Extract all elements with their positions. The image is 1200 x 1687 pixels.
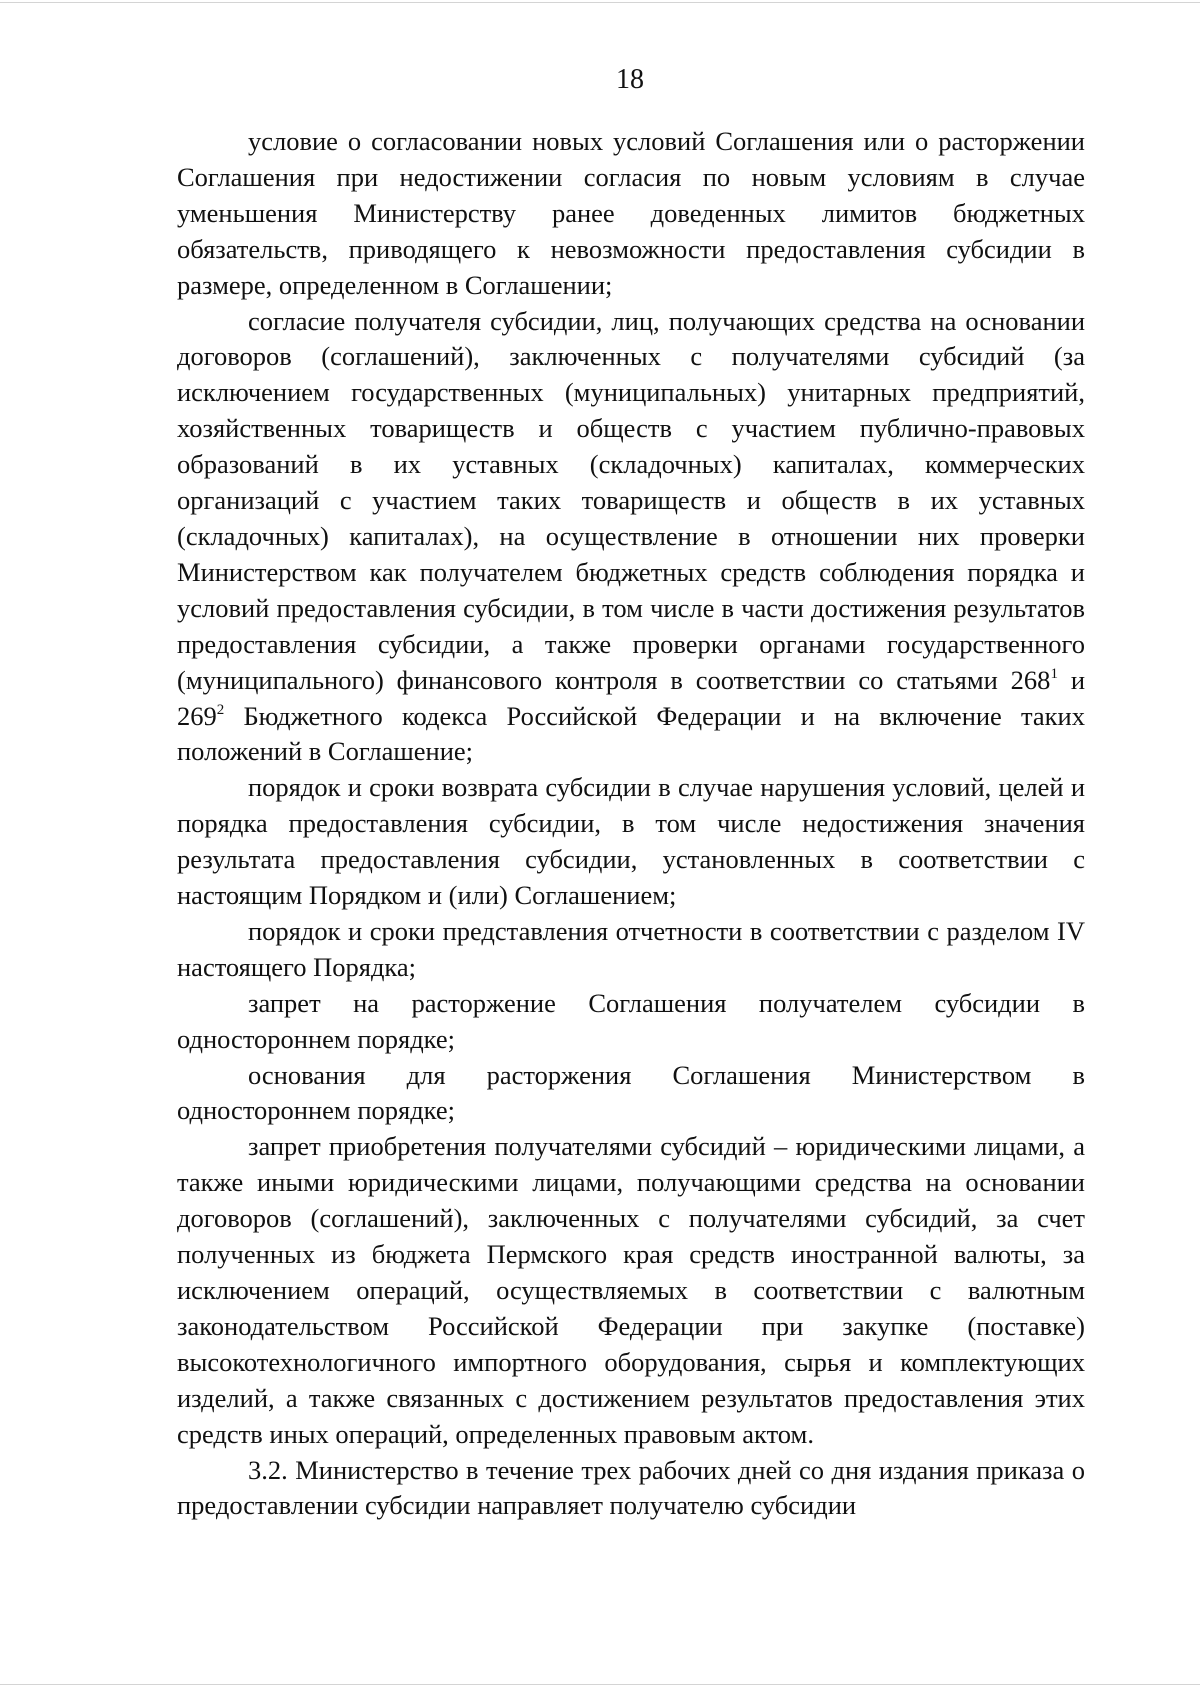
- scan-edge-bottom: [0, 1684, 1200, 1685]
- paragraph-reporting: порядок и сроки представления отчетности в соответствии с разделом IV настоящего Порядка;: [177, 915, 1085, 982]
- paragraph-currency-ban: запрет приобретения получателями субсидий – юридическими лицами, а также иными юридическими лицами, получающими средства на основании договоров (соглашений), заключенных с получателями субсидий, за счет полученных из бюджета Пермского края средств иностранной валюты, за исключением операций, осуществляемых в соответствии с валютным законодательством Российской Федерации при закупке (поставке) высокотехнологичного импортного оборудования, сырья и комплектующих изделий, а также связанных с достижением результатов предоставления этих средств иных операций, определенных правовым актом.: [177, 1131, 1085, 1449]
- paragraph-termination-grounds: основания для расторжения Соглашения Министерством в одностороннем порядке;: [177, 1059, 1085, 1126]
- paragraph-text: Бюджетного кодекса Российской Федерации и на включение таких положений в Соглашение;: [177, 700, 1085, 767]
- superscript: 2: [216, 701, 225, 718]
- superscript: 1: [1050, 665, 1058, 682]
- paragraph-agreement-renegotiation: условие о согласовании новых условий Соглашения или о расторжении Соглашения при недостижении согласия по новым условиям в случае уменьшения Министерству ранее доведенных лимитов бюджетных обязательств, приводящего к невозможности предоставления субсидии в размере, определенном в Соглашении;: [177, 126, 1085, 300]
- document-body: [177, 124, 1085, 1524]
- paragraph-termination-ban: запрет на расторжение Соглашения получателем субсидии в одностороннем порядке;: [177, 987, 1085, 1054]
- paragraph-text: согласие получателя субсидии, лиц, получающих средства на основании договоров (соглашений), заключенных с получателями субсидий (за исключением государственных (муниципальных) унитарных предприятий, хозяйственных товариществ и обществ с участием публично-правовых образований в их уставных (складочных) капиталах, коммерческих организаций с участием таких товариществ и обществ в их уставных (складочных) капиталах), на осуществление в отношении них проверки Министерством как получателем бюджетных средств соблюдения порядка и условий предоставления субсидии, в том числе в части достижения результатов предоставления субсидии, а также проверки органами государственного (муниципального) финансового контроля в соответствии со статьями 268: [177, 305, 1085, 695]
- paragraph-section-3-2: 3.2. Министерство в течение трех рабочих дней со дня издания приказа о предоставлении субсидии направляет получателю субсидии: [177, 1454, 1085, 1521]
- scan-edge-top: [0, 2, 1200, 3]
- paragraph-recipient-consent: [177, 304, 1085, 771]
- paragraph-text: и 269: [177, 664, 1085, 731]
- paragraph-subsidy-return: порядок и сроки возврата субсидии в случае нарушения условий, целей и порядка предоставления субсидии, в том числе недостижения значения результата предоставления субсидии, установленных в соответствии с настоящим Порядком и (или) Соглашением;: [177, 772, 1085, 911]
- page-number: 18: [616, 64, 644, 95]
